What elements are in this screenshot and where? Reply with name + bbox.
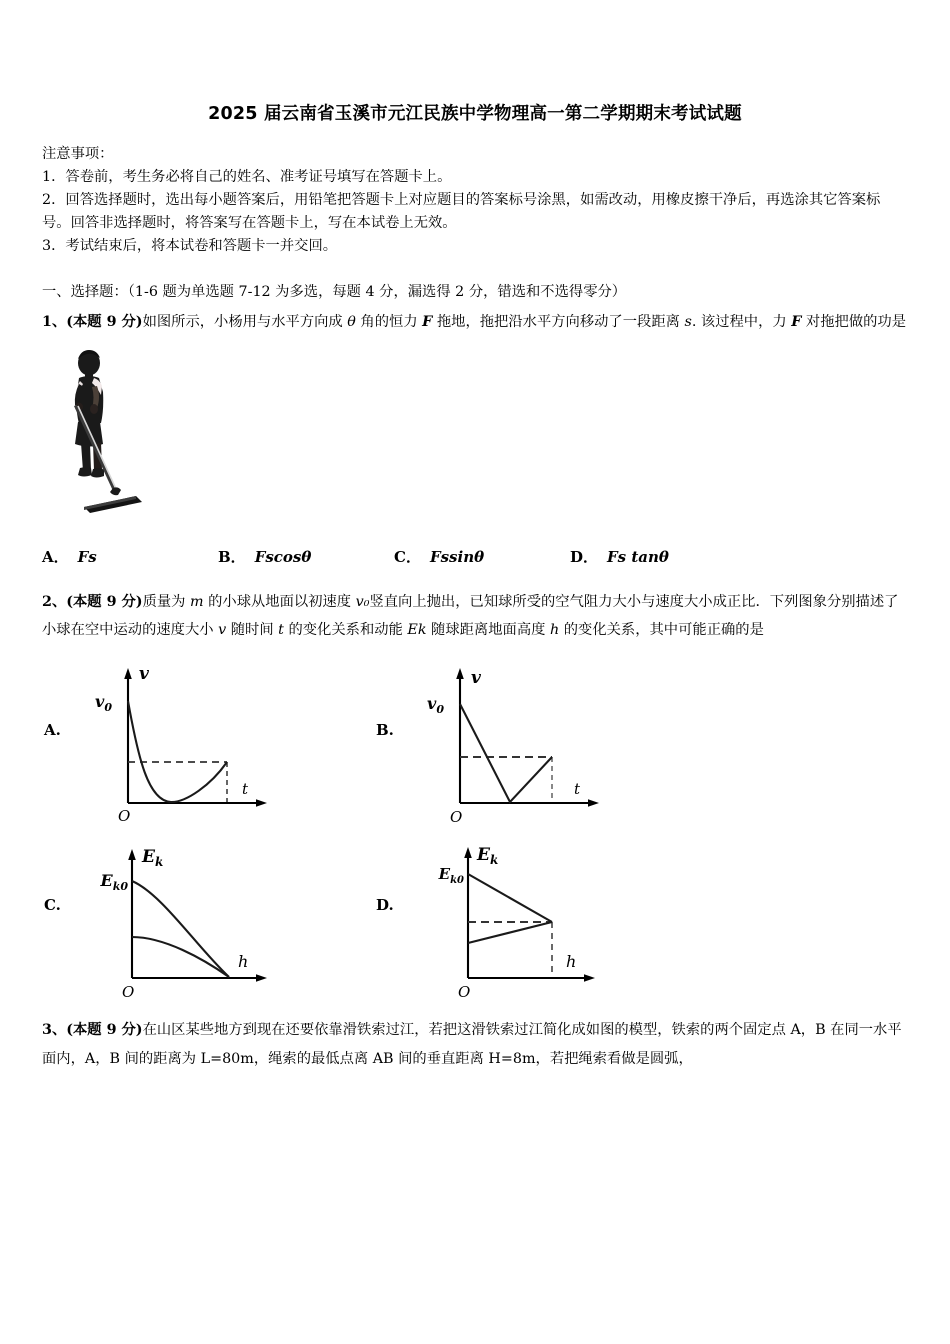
graph-c-x-axis-label: h [238,952,249,972]
question-2-symbol-kinetic-energy: Ek [407,622,427,639]
option-b-label: B． [218,548,246,567]
question-2-run-8: 的变化关系和动能 [283,622,408,639]
page-content [42,0,908,1073]
question-3-text [42,1016,908,1073]
question-2-symbol-time: t [278,622,284,639]
question-2-option-a[interactable] [42,661,372,831]
question-2-symbol-mass: m [190,594,204,611]
graph-b-x-axis-label: t [574,780,581,799]
question-2-option-b[interactable] [374,661,704,831]
question-2-score-tag: (本题 9 分) [66,594,143,611]
question-2-text [42,589,908,645]
notice-block [42,143,908,259]
option-a-text: Fs [77,548,97,567]
graph-c-origin-label: O [122,983,135,1002]
option-c-label: C． [394,548,421,567]
question-2-symbol-velocity: v [218,622,227,639]
option-c-text: Fssinθ [429,548,485,567]
graph-option-a-label: A. [44,721,61,740]
graph-b-velocity-time [418,661,648,826]
question-1-symbol-force-2: F [791,313,802,330]
graph-option-b-label: B. [376,721,394,740]
question-2-symbol-height: h [549,622,560,639]
question-2-run-6: 随时间 [226,622,279,639]
question-2-run-12: 的变化关系，其中可能正确的是 [559,622,764,639]
question-2-run-4: 竖直向上抛出，已知球所受的空气阻力大小与速度大小成正比．下列图象分别描述了小球在空中运动的速度大小 [42,594,899,639]
question-1-figure [56,350,176,530]
question-2-number: 2、 [42,594,67,611]
notice-item-3: 3．考试结束后，将本试卷和答题卡一并交回。 [42,238,338,255]
graph-d-y-axis-label: $E_k$ [477,845,499,868]
question-1-text [42,308,908,337]
question-1-option-c[interactable] [394,546,570,567]
graph-d-kinetic-energy-height [418,836,648,1001]
question-2-option-d[interactable] [374,836,704,1006]
question-2-option-c[interactable] [42,836,372,1006]
question-1-body-1: 如图所示，小杨用与水平方向成 [142,313,348,330]
graph-option-c-label: C. [44,896,61,915]
question-3-body: 在山区某些地方到现在还要依靠滑铁索过江，若把这滑铁索过江简化成如图的模型，铁索的两个固定点 A，B 在同一水平面内，A，B 间的距离为 L=80m，绳索的最低点离 AB 间的垂直距离 H=8m，若把绳索看做是圆弧， [42,1022,902,1067]
question-1-body-2: 角的恒力 [355,313,423,330]
graph-a-v0-label: $v_0$ [95,692,112,715]
option-d-label: D． [570,548,599,567]
question-1-body-5: 对拖把做的功是 [801,313,907,330]
question-1-option-d[interactable] [570,546,746,567]
question-1-option-a[interactable] [42,546,218,567]
question-1-score-tag: (本题 9 分) [66,313,143,330]
page-title: 2025 届云南省玉溪市元江民族中学物理高一第二学期期末考试试题 [208,104,742,124]
graph-option-d-label: D. [376,896,394,915]
graph-a-origin-label: O [118,807,131,826]
question-2-symbol-v0: v₀ [355,594,370,611]
graph-b-v0-label: $v_0$ [427,694,444,717]
option-d-text: Fs tanθ [607,548,669,567]
notice-item-2: 2．回答选择题时，选出每小题答案后，用铅笔把答题卡上对应题目的答案标号涂黑，如需改动，用橡皮擦干净后，再选涂其它答案标号。回答非选择题时，将答案写在答题卡上，写在本试卷上无效。 [42,192,881,232]
graph-c-kinetic-energy-height [86,836,316,1001]
question-1-body-3: 拖地，拖把沿水平方向移动了一段距离 [432,313,685,330]
graph-a-y-axis-label: v [139,664,149,685]
option-a-label: A． [42,548,69,567]
question-2-graph-options [42,661,742,1006]
question-2-run-2: 的小球从地面以初速度 [203,594,356,611]
graph-d-origin-label: O [458,983,471,1002]
graph-c-ek0-label: $E_{k0}$ [100,871,128,894]
question-2-run-10: 随球距离地面高度 [426,622,550,639]
question-1-symbol-distance: s [684,313,692,330]
question-1-option-b[interactable] [218,546,394,567]
question-3-number: 3、 [42,1022,67,1039]
graph-d-ek0-label: $E_{k0}$ [438,865,464,887]
graph-b-y-axis-label: v [471,668,481,689]
graph-b-origin-label: O [450,808,463,827]
question-1-symbol-force: F [422,313,433,330]
notice-heading: 注意事项： [42,145,114,162]
question-1-number: 1、 [42,313,67,330]
graph-d-x-axis-label: h [566,952,577,972]
option-b-text: Fscosθ [254,548,312,567]
notice-item-1: 1．答卷前，考生务必将自己的姓名、准考证号填写在答题卡上。 [42,168,452,185]
question-2-run-0: 质量为 [142,594,191,611]
question-1-symbol-theta: θ [347,313,356,330]
section-heading-choice-questions: 一、选择题：（1-6 题为单选题 7-12 为多选，每题 4 分，漏选得 2 分，错选和不选得零分） [42,283,627,300]
graph-a-velocity-time [86,661,316,826]
question-1-options [42,546,908,567]
graph-c-y-axis-label: $E_k$ [142,847,164,870]
question-3-score-tag: (本题 9 分) [66,1022,143,1039]
graph-a-x-axis-label: t [242,780,249,799]
person-mopping-icon [56,350,176,530]
question-1-body-4: . 该过程中，力 [691,313,792,330]
